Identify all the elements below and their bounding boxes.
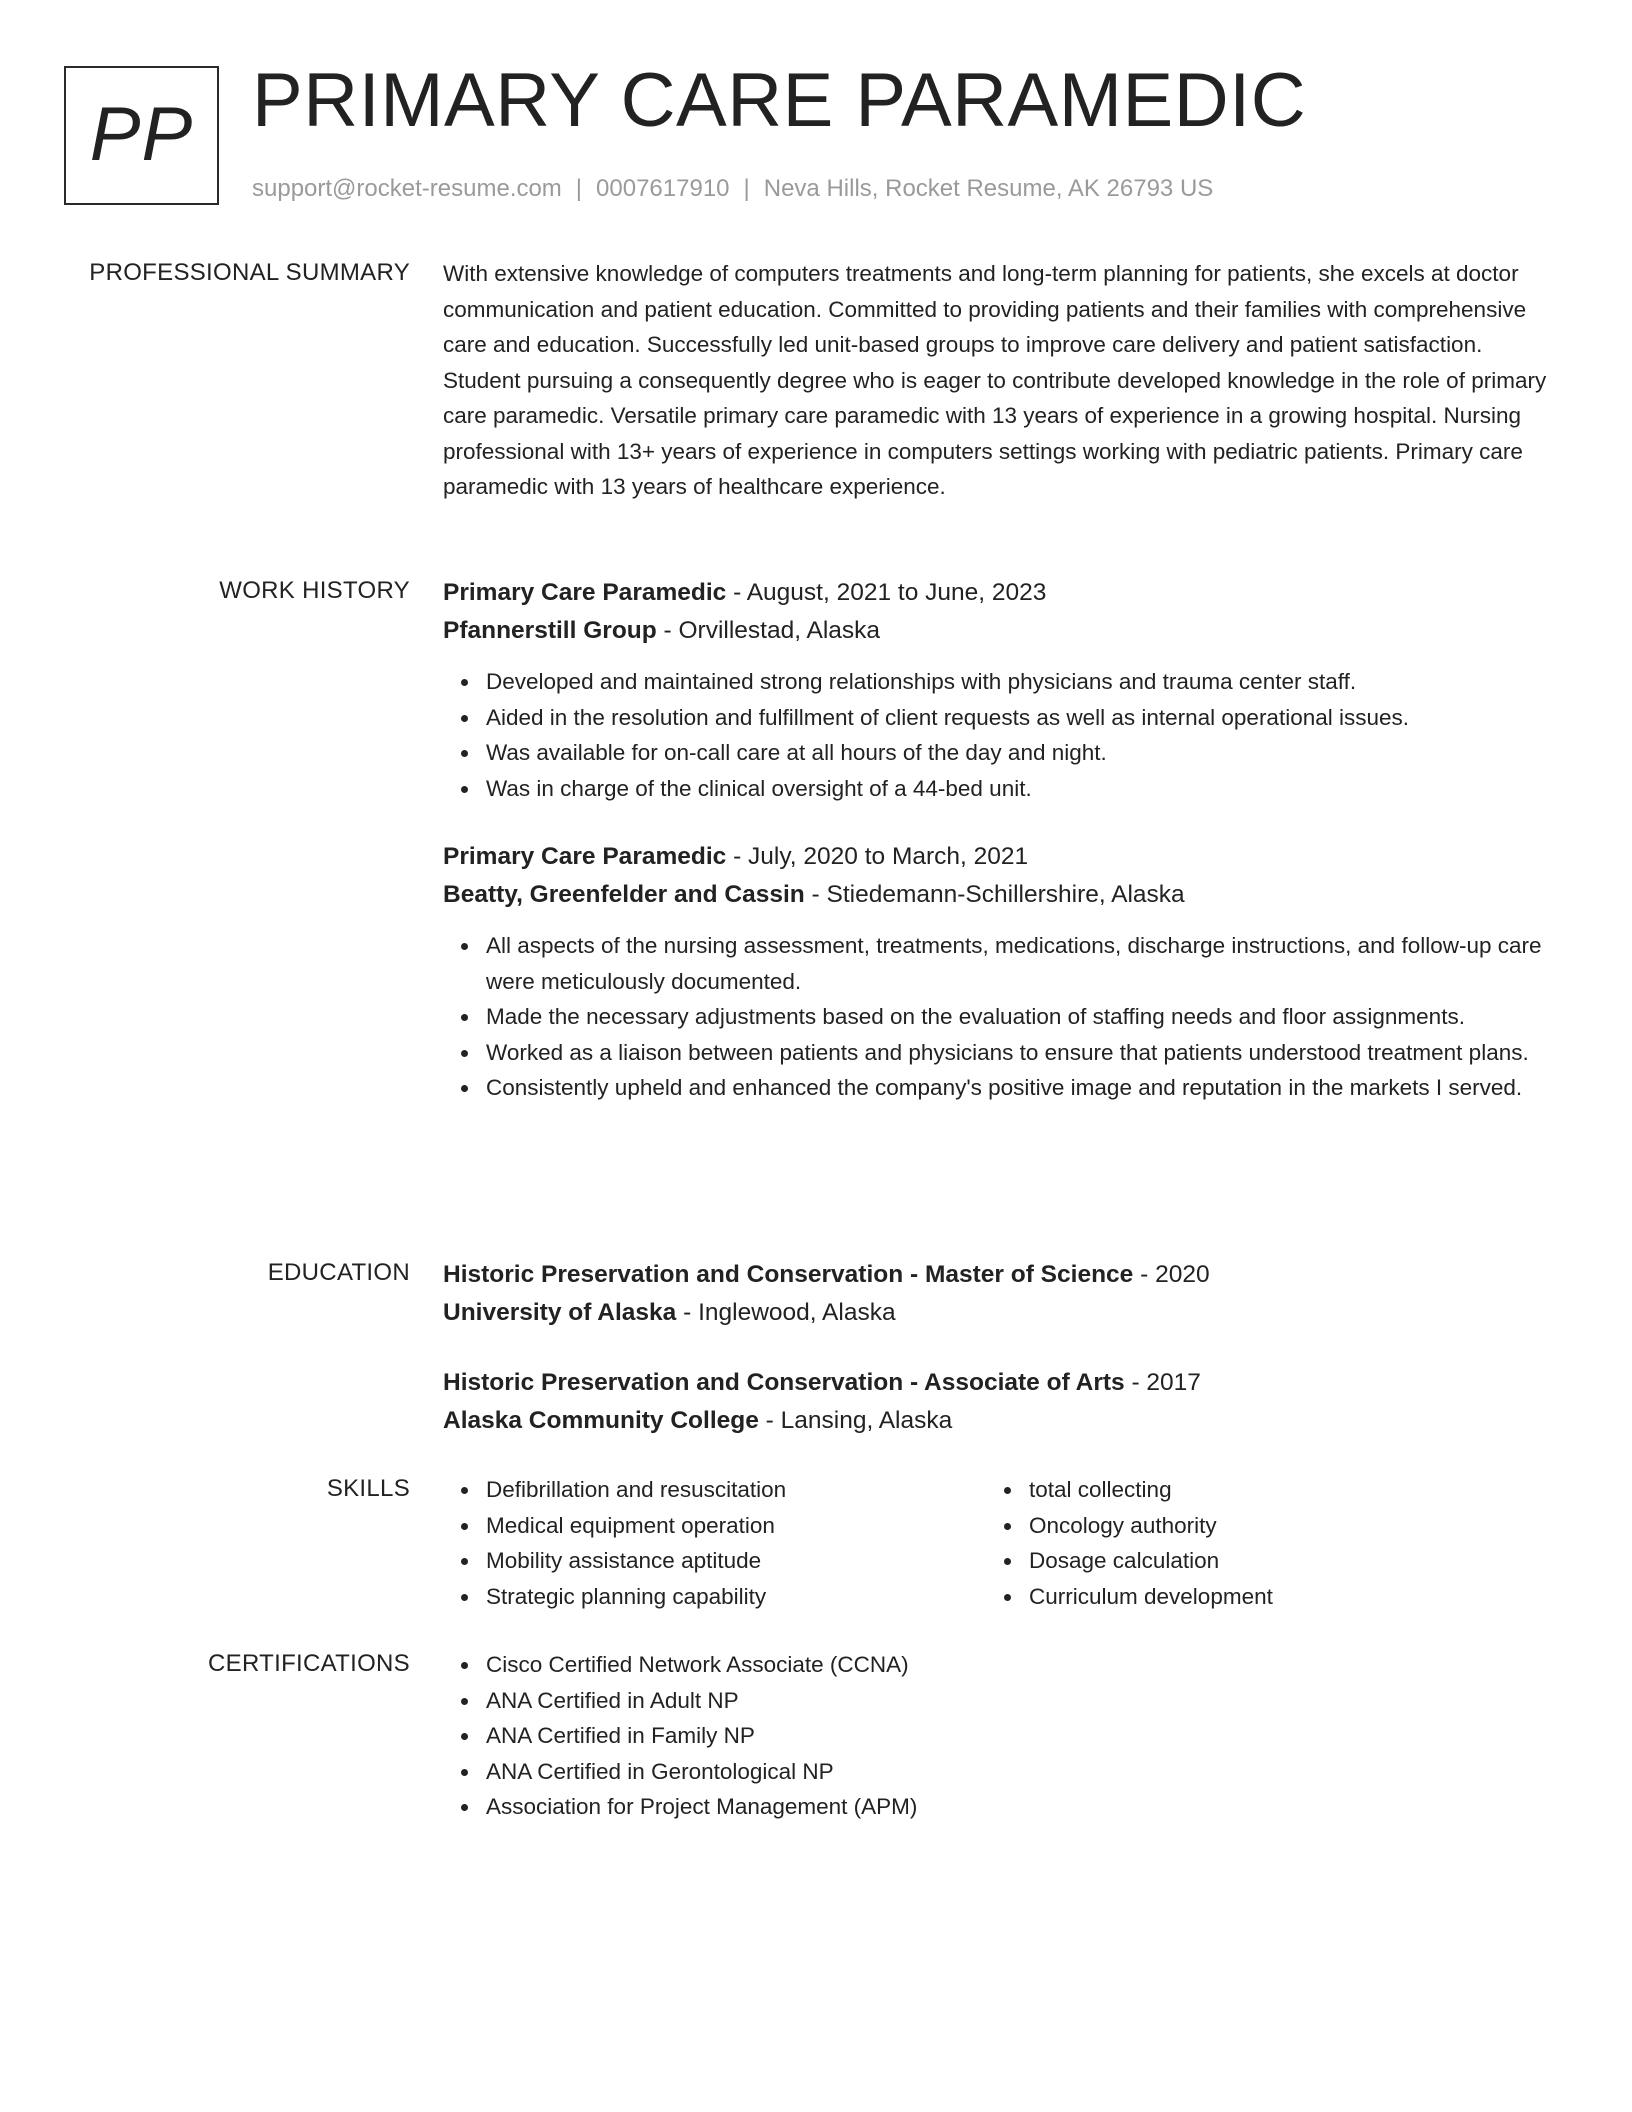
skill-item: Medical equipment operation [486,1508,986,1544]
skills-list-right [986,1472,1529,1614]
degree-line [443,1256,1563,1294]
degree-name: Historic Preservation and Conservation - Associate of Arts [443,1369,1125,1396]
job-company-line [443,612,1563,650]
job-duty-item: Aided in the resolution and fulfillment of client requests as well as internal operational issues. [486,700,1563,736]
skill-item: Defibrillation and resuscitation [486,1472,986,1508]
job-company: Beatty, Greenfelder and Cassin [443,881,805,908]
certification-item: ANA Certified in Family NP [486,1718,1563,1754]
resume-title: PRIMARY CARE PARAMEDIC [252,58,1307,143]
section-heading-summary: PROFESSIONAL SUMMARY [89,259,410,286]
section-heading-work-history: WORK HISTORY [219,577,410,604]
contact-separator: | [743,175,750,202]
skill-item: total collecting [1029,1472,1529,1508]
certifications-body [443,1647,1563,1825]
skill-item: Curriculum development [1029,1579,1529,1615]
certification-item: ANA Certified in Adult NP [486,1683,1563,1719]
job-entry [443,838,1563,1106]
skills-list-left [443,1472,986,1614]
contact-separator: | [575,175,583,202]
education-body [443,1256,1563,1440]
skill-item: Oncology authority [1029,1508,1529,1544]
skill-item: Dosage calculation [1029,1543,1529,1579]
summary-text: With extensive knowledge of computers treatments and long-term planning for patients, she excels at doctor communication and patient education. Committed to providing patients and their families with comprehensive care and education. Successfully led unit-based groups to improve care delivery and patient satisfaction. Student pursuing a consequently degree who is eager to contribute developed knowledge in the role of primary care paramedic. Versatile primary care paramedic with 13 years of experience in a growing hospital. Nursing professional with 13+ years of experience in computers settings working with pediatric patients. Primary care paramedic with 13 years of healthcare experience. [443,261,1547,499]
work-history-body [443,574,1563,1106]
skill-item: Mobility assistance aptitude [486,1543,986,1579]
school-location: - Lansing, Alaska [758,1407,953,1434]
job-duty-item: Worked as a liaison between patients and physicians to ensure that patients understood treatment plans. [486,1035,1563,1071]
job-location: - Orvillestad, Alaska [656,617,881,644]
summary-body [443,256,1563,505]
certifications-list [443,1647,1563,1825]
job-title: Primary Care Paramedic [443,579,727,606]
job-dates: - August, 2021 to June, 2023 [726,579,1047,606]
job-duty-item: Consistently upheld and enhanced the company's positive image and reputation in the markets I served. [486,1070,1563,1106]
certification-item: Association for Project Management (APM) [486,1789,1563,1825]
job-duty-item: Was available for on-call care at all hours of the day and night. [486,735,1563,771]
skill-item: Strategic planning capability [486,1579,986,1615]
school-line [443,1294,1563,1332]
skills-body [443,1472,1563,1614]
section-heading-education: EDUCATION [267,1259,410,1286]
job-dates: - July, 2020 to March, 2021 [726,843,1029,870]
degree-year: - 2020 [1133,1261,1210,1288]
certification-item: ANA Certified in Gerontological NP [486,1754,1563,1790]
degree-year: - 2017 [1124,1369,1201,1396]
job-duties-list [443,928,1563,1106]
contact-line [252,172,1213,206]
contact-email[interactable]: support@rocket-resume.com [252,175,562,202]
school-name: Alaska Community College [443,1407,759,1434]
job-duty-item: All aspects of the nursing assessment, treatments, medications, discharge instructions, and follow-up care were meticulously documented. [486,928,1563,999]
education-entry [443,1256,1563,1332]
section-heading-skills: SKILLS [326,1475,410,1502]
job-duty-item: Made the necessary adjustments based on the evaluation of staffing needs and floor assignments. [486,999,1563,1035]
job-location: - Stiedemann-Schillershire, Alaska [804,881,1185,908]
monogram-initials: PP [89,91,194,177]
contact-address: Neva Hills, Rocket Resume, AK 26793 US [763,175,1214,202]
job-title-line [443,574,1563,612]
degree-name: Historic Preservation and Conservation - Master of Science [443,1261,1134,1288]
school-location: - Inglewood, Alaska [676,1299,896,1326]
degree-line [443,1364,1563,1402]
job-title: Primary Care Paramedic [443,843,727,870]
job-entry [443,574,1563,806]
education-entry [443,1364,1563,1440]
monogram-badge [64,66,219,205]
school-line [443,1402,1563,1440]
job-duties-list [443,664,1563,806]
job-duty-item: Developed and maintained strong relationships with physicians and trauma center staff. [486,664,1563,700]
skills-columns [443,1472,1563,1614]
section-heading-certifications: CERTIFICATIONS [208,1650,410,1677]
school-name: University of Alaska [443,1299,677,1326]
job-company: Pfannerstill Group [443,617,657,644]
contact-phone[interactable]: 0007617910 [596,175,730,202]
job-title-line [443,838,1563,876]
job-duty-item: Was in charge of the clinical oversight of a 44-bed unit. [486,771,1563,807]
certification-item: Cisco Certified Network Associate (CCNA) [486,1647,1563,1683]
job-company-line [443,876,1563,914]
